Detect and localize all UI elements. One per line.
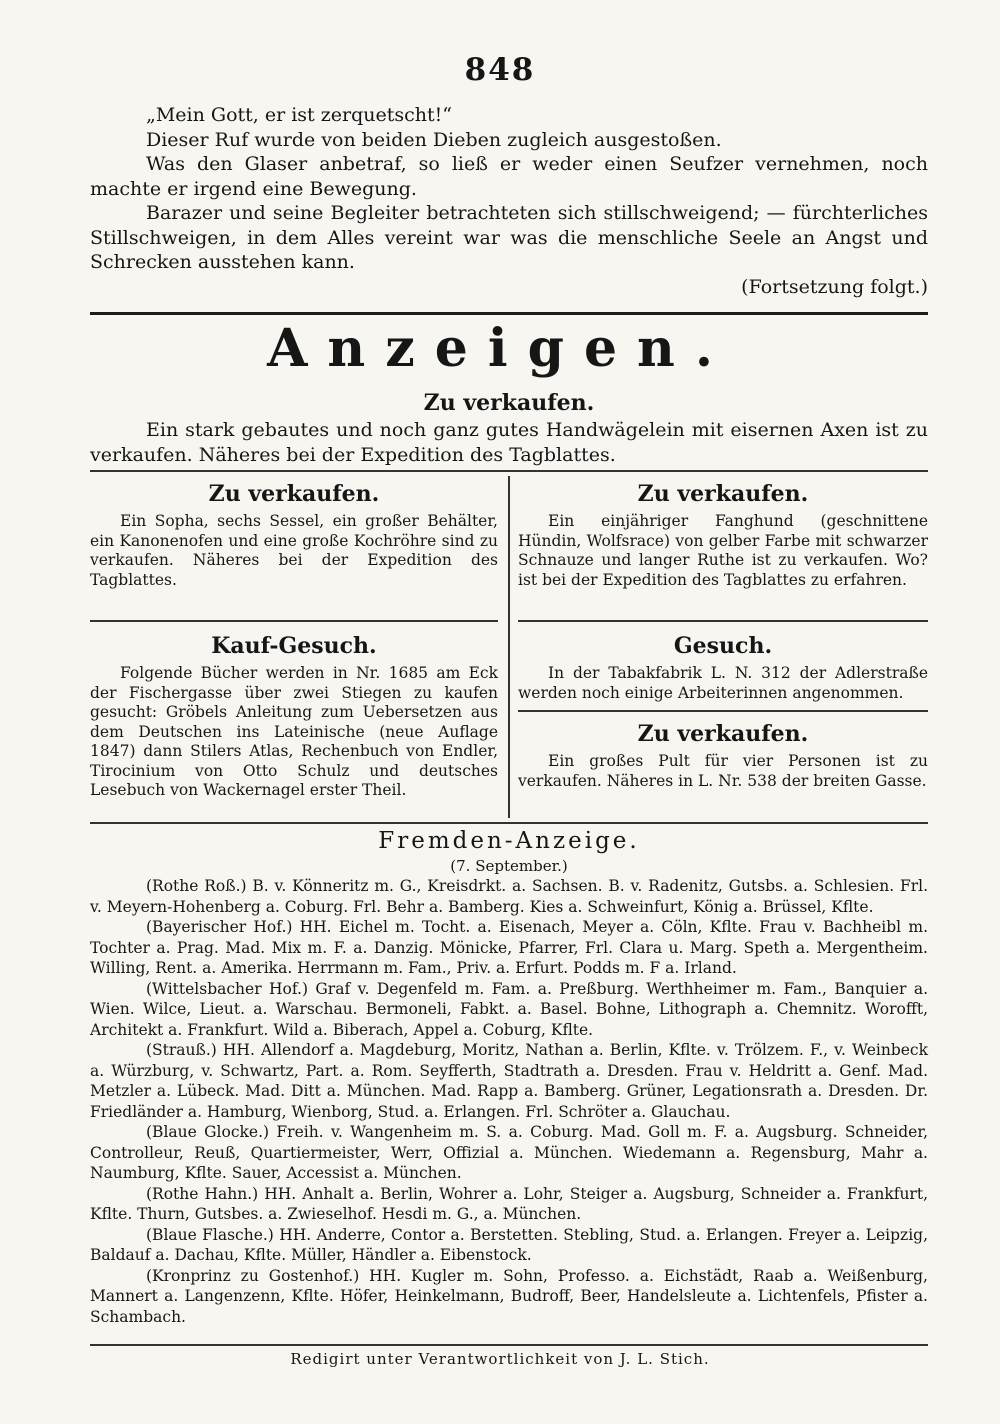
fremden-entry: (Blaue Flasche.) HH. Anderre, Contor a. Berstetten. Stebling, Stud. a. Erlangen. Freyer a. Leipzig, Baldauf a. Dachau, Kflte. Müller, Händler a. Eibenstock. [90, 1225, 928, 1264]
advert-column-right [518, 476, 928, 791]
advert-heading: Kauf-Gesuch. [211, 633, 377, 659]
page-number: 848 [464, 52, 536, 88]
fremden-entry: (Wittelsbacher Hof.) Graf v. Degenfeld m. Fam. a. Preßburg. Werthheimer m. Fam., Banquier a. Wien. Wilce, Lieut. a. Warschau. Bermoneli, Fabkt. a. Basel. Bohne, Lithograph a. Chemnitz. Worofft, Architekt a. Frankfurt. Wild a. Biberach, Appel a. Coburg, Kflte. [90, 979, 928, 1039]
story-line-quote: „Mein Gott, er ist zerquetscht!“ [146, 104, 452, 126]
advert-divider [90, 620, 498, 622]
advert-heading: Gesuch. [673, 633, 773, 659]
advert-columns [90, 476, 928, 818]
advert-divider [90, 470, 928, 472]
advert-divider [518, 620, 928, 622]
story-line: Dieser Ruf wurde von beiden Dieben zugleich ausgestoßen. [146, 128, 722, 151]
fremden-entry: (Strauß.) HH. Allendorf a. Magdeburg, Moritz, Nathan a. Berlin, Kflte. v. Trölzem. F., v. Weinbeck a. Würzburg, v. Schwartz, Part. a. Rom. Seyfferth, Stadtrath a. Dresden. Frau v. Heldritt a. Genf. Mad. Metzler a. Lübeck. Mad. Ditt a. München. Mad. Rapp a. Bamberg. Grüner, Legationsrath a. Dresden. Dr. Friedländer a. Hamburg, Wienborg, Stud. a. Erlangen. Frl. Schröter a. Glauchau. [90, 1041, 928, 1121]
advert-text: Ein Sopha, sechs Sessel, ein großer Behälter, ein Kanonenofen und eine große Kochröhre sind zu verkaufen. Näheres bei der Expedition des Tagblattes. [90, 512, 498, 589]
footer-editor-line: Redigirt unter Verantwortlichkeit von J. L. Stich. [290, 1350, 710, 1368]
fremden-entry: (Kronprinz zu Gostenhof.) HH. Kugler m. Sohn, Professo. a. Eichstädt, Raab a. Weißenburg, Mannert a. Langenzenn, Kflte. Höfer, Heinkelmann, Budroff, Beer, Handelsleute a. Lichtenfels, Pfister a. Schambach. [90, 1266, 928, 1326]
advert-heading: Zu verkaufen. [423, 390, 595, 416]
advert-text: Folgende Bücher werden in Nr. 1685 am Eck der Fischergasse über zwei Stiegen zu kaufen gesucht: Gröbels Anleitung zum Uebersetzen aus dem Deutschen ins Lateinische (neue Auflage 1847) dann Stilers Atlas, Rechenbuch von Endler, Tirocinium von Otto Schulz und deutsches Lesebuch von Wackernagel erster Theil. [90, 664, 498, 799]
advert-text: Ein einjähriger Fanghund (geschnittene Hündin, Wolfsrace) von gelber Farbe mit schwarzer Schnauze und langer Ruthe ist zu verkaufen. Wo? ist bei der Expedition des Tagblattes zu erfahren. [518, 512, 928, 589]
advert-text: Ein großes Pult für vier Personen ist zu verkaufen. Näheres in L. Nr. 538 der breiten Gasse. [518, 752, 928, 790]
fremden-title: Fremden-Anzeige. [378, 828, 640, 854]
fremden-section [90, 826, 928, 1327]
story-section [90, 103, 928, 299]
fremden-entry: (Rothe Hahn.) HH. Anhalt a. Berlin, Wohrer a. Lohr, Steiger a. Augsburg, Schneider a. Frankfurt, Kflte. Thurn, Gutsbes. a. Zwieselhof. Hesdi m. G., a. München. [90, 1184, 928, 1223]
fremden-date: (7. September.) [450, 857, 568, 875]
story-line: Was den Glaser anbetraf, so ließ er weder einen Seufzer vernehmen, noch machte er irgend eine Bewegung. [90, 153, 928, 200]
advert-heading: Zu verkaufen. [637, 721, 809, 747]
advert-divider [518, 710, 928, 712]
fremden-entry: (Blaue Glocke.) Freih. v. Wangenheim m. S. a. Coburg. Mad. Goll m. F. a. Augsburg. Schneider, Controlleur, Reuß, Quartiermeister, Werr, Offizial a. München. Wiedemann a. Regensburg, Mahr a. Naumburg, Kflte. Sauer, Accessist a. München. [90, 1123, 928, 1182]
advert-column-left [90, 476, 498, 801]
story-continued-row [90, 275, 928, 300]
fremden-entry: (Bayerischer Hof.) HH. Eichel m. Tocht. a. Eisenach, Meyer a. Cöln, Kflte. Frau v. Bachheibl m. Tochter a. Prag. Mad. Mix m. F. a. Danzig. Mönicke, Pfarrer, Frl. Clara u. Marg. Speth a. Mergentheim. Willing, Rent. a. Amerika. Herrmann m. Fam., Priv. a. Erfurt. Podds m. F a. Irland. [90, 918, 928, 977]
advert-heading: Zu verkaufen. [637, 481, 809, 507]
anzeigen-title: Anzeigen. [267, 318, 733, 379]
advert-full-width [90, 390, 928, 467]
continued-notice: (Fortsetzung folgt.) [741, 275, 928, 298]
section-divider [90, 312, 928, 315]
fremden-entry: (Rothe Roß.) B. v. Könneritz m. G., Kreisdrkt. a. Sachsen. B. v. Radenitz, Gutsbs. a. Schlesien. Frl. v. Meyern-Hohenberg a. Coburg. Frl. Behr a. Bamberg. Kies a. Schweinfurt, König a. Brüssel, Kflte. [90, 877, 928, 916]
story-line-last: Barazer und seine Begleiter betrachteten sich stillschweigend; — fürchterliches Stillschweigen, in dem Alles vereint war was die menschliche Seele an Angst und Schrecken ausstehen kann. [90, 202, 928, 273]
section-divider [90, 822, 928, 824]
advert-text: In der Tabakfabrik L. N. 312 der Adlerstraße werden noch einige Arbeiterinnen angenommen. [518, 664, 928, 702]
footer-divider [90, 1344, 928, 1346]
advert-text: Ein stark gebautes und noch ganz gutes Handwägelein mit eisernen Axen ist zu verkaufen. Näheres bei der Expedition des Tagblattes. [90, 419, 928, 466]
advert-heading: Zu verkaufen. [208, 481, 380, 507]
column-divider [508, 476, 510, 818]
